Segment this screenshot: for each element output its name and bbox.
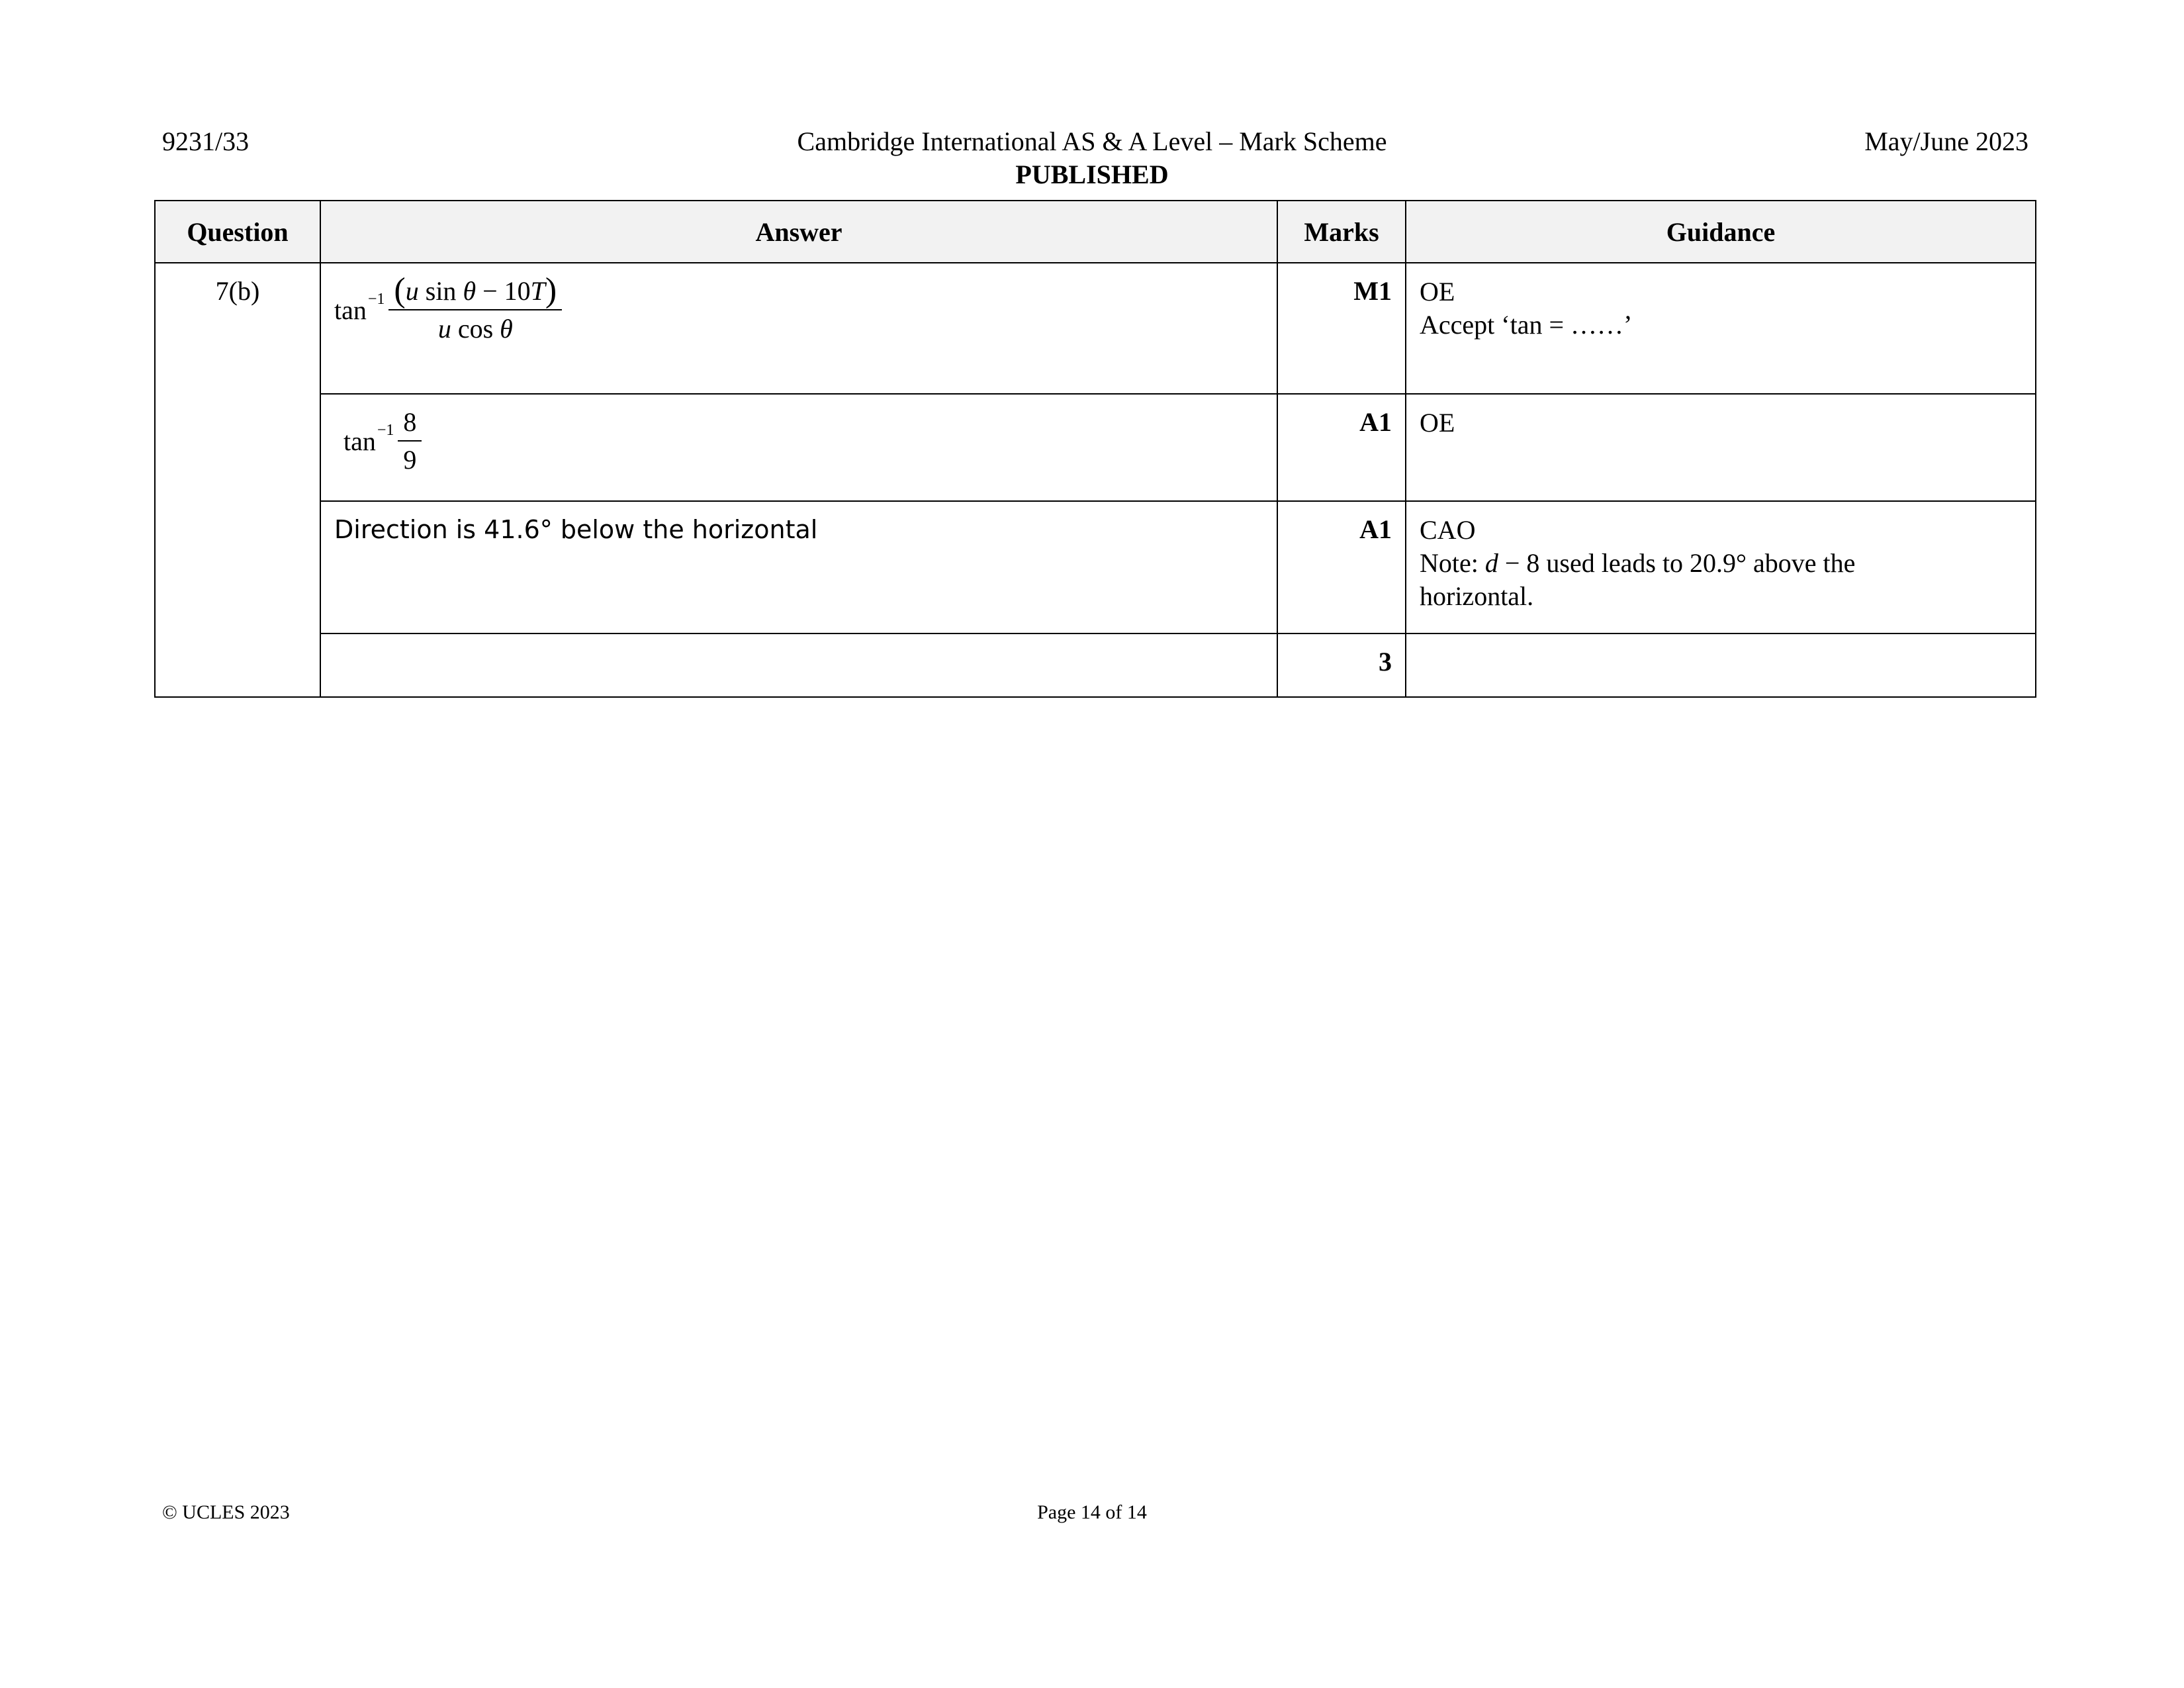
- guidance-cell: [1406, 394, 2036, 501]
- paper-code: 9231/33: [162, 126, 250, 156]
- column-header-question: Question: [155, 201, 320, 263]
- marks-cell: A1: [1277, 501, 1406, 633]
- answer-text: Direction is 41.6° below the horizontal: [334, 515, 818, 544]
- guidance-note: Note: d − 8 used leads to 20.9° above the: [1420, 548, 1856, 578]
- fraction-denominator: 9: [403, 445, 417, 475]
- published-label: PUBLISHED: [1015, 160, 1169, 189]
- answer-cell-empty: [320, 633, 1277, 697]
- column-header-marks: Marks: [1277, 201, 1406, 263]
- guidance-line: CAO: [1420, 515, 1476, 545]
- guidance-cell: [1406, 263, 2036, 394]
- function-name: tan: [334, 295, 367, 325]
- marks-cell: A1: [1277, 394, 1406, 501]
- guidance-line: OE: [1420, 408, 1455, 438]
- answer-cell: [320, 263, 1277, 394]
- fraction-denominator: u cos θ: [437, 314, 513, 344]
- copyright: © UCLES 2023: [162, 1501, 290, 1523]
- guidance-cell-empty: [1406, 633, 2036, 697]
- guidance-line: OE: [1420, 277, 1455, 306]
- answer-formula: [343, 406, 422, 475]
- table-header-row: [155, 201, 2036, 263]
- answer-cell: [320, 394, 1277, 501]
- question-number: 7(b): [155, 263, 320, 697]
- document-title: Cambridge International AS & A Level – Mark Scheme: [797, 126, 1387, 156]
- answer-formula: [334, 271, 562, 344]
- guidance-line: Accept ‘tan = ……’: [1420, 310, 1633, 340]
- table-row: [155, 263, 2036, 394]
- page-number: Page 14 of 14: [1037, 1501, 1147, 1523]
- fraction: [398, 406, 422, 475]
- column-header-guidance: Guidance: [1406, 201, 2036, 263]
- fraction-numerator: (u sin θ − 10T): [388, 275, 562, 310]
- inverse-superscript: −1: [377, 422, 394, 440]
- mark-scheme-table: [154, 200, 2036, 698]
- column-header-answer: Answer: [320, 201, 1277, 263]
- fraction-numerator: 8: [398, 406, 422, 442]
- marks-cell: M1: [1277, 263, 1406, 394]
- table-row-total: [155, 633, 2036, 697]
- table-row: [155, 501, 2036, 633]
- inverse-superscript: −1: [367, 291, 385, 308]
- table-row: [155, 394, 2036, 501]
- total-marks: 3: [1277, 633, 1406, 697]
- guidance-line: horizontal.: [1420, 581, 1534, 611]
- exam-session: May/June 2023: [1864, 126, 2028, 156]
- answer-cell: [320, 501, 1277, 633]
- guidance-cell: [1406, 501, 2036, 633]
- fraction: [388, 271, 562, 344]
- function-name: tan: [343, 426, 376, 456]
